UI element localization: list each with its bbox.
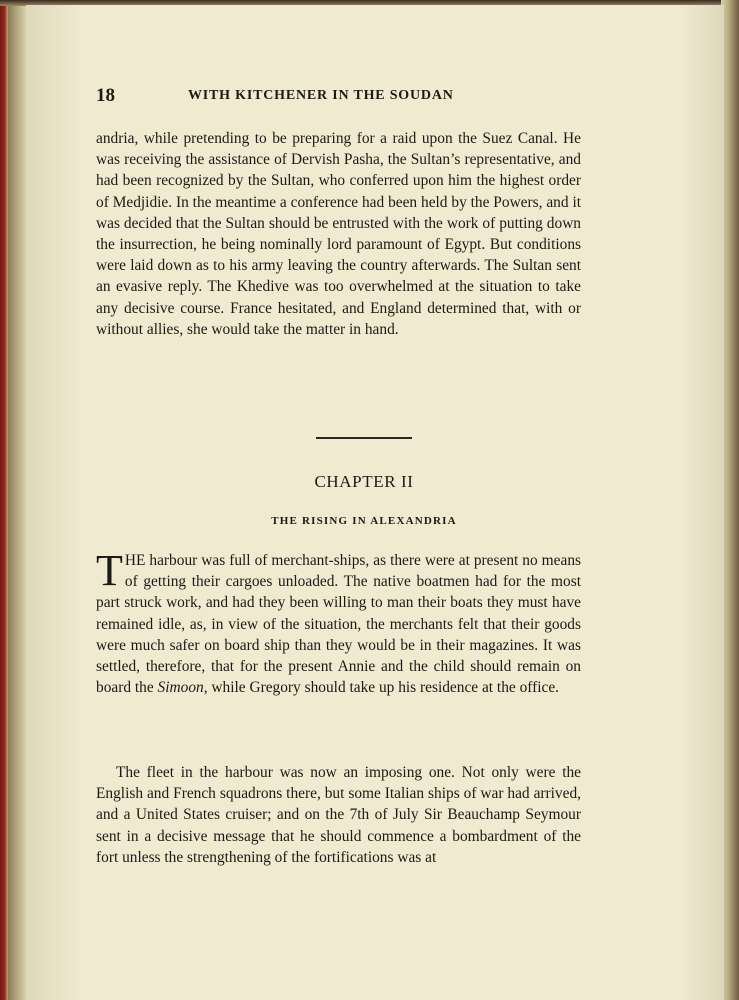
drop-cap: T bbox=[96, 546, 123, 595]
ship-name-italic: Simoon, bbox=[157, 679, 208, 697]
page-header bbox=[96, 85, 516, 109]
paragraph-text: HE harbour was full of merchant-ships, as there were at present no means of getting their cargoes unloaded. The native boatmen had for the most part struck work, and had they been willing to man their boats they must have remained idle, as, in view of the situation, the merchants felt that their goods were much safer on board ship than they would be in their magazines. It was settled, therefore, that for the present Annie and the child should remain on board the bbox=[96, 552, 581, 697]
running-title: WITH KITCHENER IN THE SOUDAN bbox=[188, 88, 454, 103]
chapter-subtitle: THE RISING IN ALEXANDRIA bbox=[271, 515, 457, 527]
paragraph-text-end: while Gregory should take up his residence at the office. bbox=[207, 679, 560, 697]
book-binding-edge bbox=[0, 0, 8, 1000]
paragraph-continued: andria, while pretending to be preparing for a raid upon the Suez Canal. He was receiving the assistance of Dervish Pasha, the Sultan’s representative, and had been recognized by the Sultan, who conferred upon him the highest order of Medjidie. In the meantime a conference had been held by the Powers, and it was decided that the Sultan should be entrusted with the work of putting down the insurrection, he being nominally lord paramount of Egypt. But conditions were laid down as to his army leaving the country afterwards. The Sultan sent an evasive reply. The Khedive was too overwhelmed at the situation to take any decisive course. France hesitated, and England determined that, with or without allies, she would take the matter in hand. bbox=[96, 130, 581, 338]
chapter-opening-paragraph bbox=[96, 546, 581, 698]
section-divider bbox=[316, 437, 412, 439]
page-number: 18 bbox=[96, 85, 115, 106]
chapter-title: CHAPTER II bbox=[314, 472, 414, 491]
paragraph-fleet: The fleet in the harbour was now an imposing one. Not only were the English and French squadrons there, but some Italian ships of war had arrived, and a United States cruiser; and on the 7th of July Sir Beauchamp Seymour sent in a decisive message that he should commence a bombardment of the fort unless the strengthening of the fortifications was at bbox=[96, 764, 581, 866]
